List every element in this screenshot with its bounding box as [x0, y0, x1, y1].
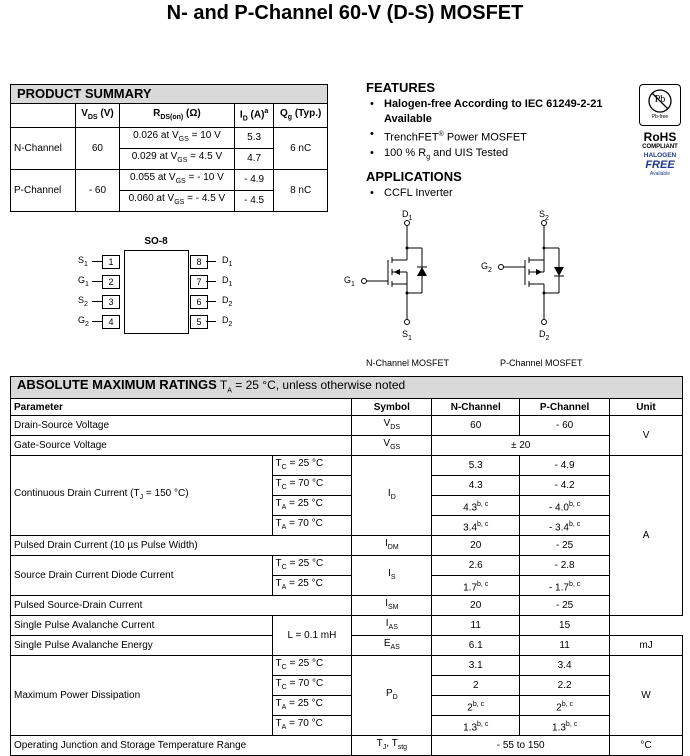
available-text: Available: [649, 171, 671, 177]
p-channel-caption: P-Channel MOSFET: [500, 358, 583, 368]
eas-n: 6.1: [432, 636, 520, 656]
n-id-2: 4.7: [234, 149, 273, 170]
compliant-text: COMPLIANT: [642, 144, 678, 150]
sym-id: $I_D$: [352, 456, 432, 536]
pin-label-1: $S_1$: [78, 255, 88, 268]
n-qg: 6 nC: [274, 128, 328, 170]
rohs-text: RoHS: [643, 130, 677, 144]
cond-is-ta25: $T_A = 25$ °C: [272, 576, 352, 596]
pin-lead-4: [92, 321, 102, 322]
features-heading: FEATURES: [366, 80, 436, 95]
param-id: Continuous Drain Current ($T_J = 150$ °C): [11, 456, 273, 536]
cond-pd-tc70: $T_C = 70$ °C: [272, 676, 352, 696]
n-channel-symbol: [362, 221, 428, 325]
sym-ism: $I_{SM}$: [352, 596, 432, 616]
p-source-label: $S_2$: [539, 209, 549, 222]
pin-label-7: $D_1$: [222, 275, 233, 288]
pin-number-7: 7: [190, 275, 208, 289]
p-vds: - 60: [76, 170, 120, 212]
sym-vgs: $V_{GS}$: [352, 436, 432, 456]
ism-n: 20: [432, 596, 520, 616]
package-body: [124, 250, 189, 334]
pin-lead-1: [92, 261, 102, 262]
vds-n: 60: [432, 416, 520, 436]
id-n-2: 4.3: [432, 476, 520, 496]
sym-pd: $P_D$: [352, 656, 432, 736]
n-channel-label: N-Channel: [11, 128, 76, 170]
param-ias: Single Pulse Avalanche Current: [11, 616, 273, 636]
tj-value: - 55 to 150: [432, 736, 610, 756]
n-drain-label: $D_1$: [402, 209, 413, 222]
pin-number-8: 8: [190, 255, 208, 269]
pin-label-5: $D_2$: [222, 315, 233, 328]
pin-label-3: $S_2$: [78, 295, 88, 308]
is-p-1: - 2.8: [520, 556, 610, 576]
feature-halogen: • Halogen-free According to IEC 61249-2-21 Available: [366, 97, 602, 127]
p-gate-label: $G_2$: [481, 261, 492, 274]
pd-p-4: 1.3$^{b, c}$: [520, 716, 610, 736]
sym-tj: $T_J$, $T_{stg}$: [352, 736, 432, 756]
param-vds: Drain-Source Voltage: [11, 416, 352, 436]
n-gate-label: $G_1$: [344, 275, 355, 288]
pin-number-1: 1: [102, 255, 120, 269]
id-n-1: 5.3: [432, 456, 520, 476]
n-vds: 60: [76, 128, 120, 170]
col-qg: $Q_g$ (Typ.): [274, 104, 328, 128]
p-rds-1: 0.055 at $V_{GS}$ = - 10 V: [119, 170, 234, 191]
is-n-2: 1.7$^{b, c}$: [432, 576, 520, 596]
pin-label-8: $D_1$: [222, 255, 233, 268]
col-id: $I_D$ $(A)^a$: [234, 104, 273, 128]
pd-n-3: 2$^{b, c}$: [432, 696, 520, 716]
eas-p: 11: [520, 636, 610, 656]
is-p-2: - 1.7$^{b, c}$: [520, 576, 610, 596]
halogen-text: HALOGEN: [643, 152, 677, 159]
so8-package-diagram: [70, 234, 240, 334]
param-pd: Maximum Power Dissipation: [11, 656, 273, 736]
h-n-channel: N-Channel: [432, 399, 520, 416]
pd-n-4: 1.3$^{b, c}$: [432, 716, 520, 736]
pin-number-6: 6: [190, 295, 208, 309]
rohs-logo: [636, 84, 684, 177]
pin-label-2: $G_1$: [78, 275, 89, 288]
sym-idm: $I_{DM}$: [352, 536, 432, 556]
h-symbol: Symbol: [352, 399, 432, 416]
unit-mj: mJ: [610, 636, 683, 656]
n-rds-2: 0.029 at $V_{GS} = 4.5$ V: [119, 149, 234, 170]
p-id-2: - 4.5: [234, 191, 273, 212]
feature-trenchfet: • TrenchFET® Power MOSFET: [366, 127, 602, 146]
sym-vds: $V_{DS}$: [352, 416, 432, 436]
param-vgs: Gate-Source Voltage: [11, 436, 352, 456]
id-n-4: 3.4$^{b, c}$: [432, 516, 520, 536]
ias-p: 15: [520, 616, 610, 636]
vgs-value: ± 20: [432, 436, 610, 456]
col-vds: $V_{DS}$ (V): [76, 104, 120, 128]
id-p-1: - 4.9: [520, 456, 610, 476]
page-title: N- and P-Channel 60-V (D-S) MOSFET: [166, 2, 524, 24]
col-rds: $R_{DS(on)}$ (Ω): [119, 104, 234, 128]
mosfet-schematics: [340, 205, 600, 375]
unit-v: V: [610, 416, 683, 456]
package-name: SO-8: [144, 236, 168, 247]
pin-lead-2: [92, 281, 102, 282]
h-parameter: Parameter: [11, 399, 352, 416]
sym-is: $I_S$: [352, 556, 432, 596]
pd-n-1: 3.1: [432, 656, 520, 676]
p-channel-label: P-Channel: [11, 170, 76, 212]
idm-n: 20: [432, 536, 520, 556]
cond-pd-ta25: $T_A = 25$ °C: [272, 696, 352, 716]
id-n-3: 4.3$^{b, c}$: [432, 496, 520, 516]
p-qg: 8 nC: [274, 170, 328, 212]
param-idm: Pulsed Drain Current (10 µs Pulse Width): [11, 536, 352, 556]
p-channel-symbol: [499, 221, 565, 325]
n-rds-1: 0.026 at $V_{GS} = 10$ V: [119, 128, 234, 149]
pin-label-4: $G_2$: [78, 315, 89, 328]
pin-number-4: 4: [102, 315, 120, 329]
pin-label-6: $D_2$: [222, 295, 233, 308]
h-p-channel: P-Channel: [520, 399, 610, 416]
sym-ias: $I_{AS}$: [352, 616, 432, 636]
p-rds-2: 0.060 at $V_{GS}$ = - 4.5 V: [119, 191, 234, 212]
cond-pd-tc25: $T_C = 25$ °C: [272, 656, 352, 676]
vds-p: - 60: [520, 416, 610, 436]
cond-ta70: $T_A = 70$ °C: [272, 516, 352, 536]
p-id-1: - 4.9: [234, 170, 273, 191]
cond-is-tc25: $T_C = 25$ °C: [272, 556, 352, 576]
feature-uis: • 100 % $R_g$ and UIS Tested: [366, 146, 602, 165]
cond-tc70: $T_C = 70$ °C: [272, 476, 352, 496]
unit-c: °C: [610, 736, 683, 756]
cond-l: L = 0.1 mH: [272, 616, 352, 656]
n-id-1: 5.3: [234, 128, 273, 149]
pd-p-3: 2$^{b, c}$: [520, 696, 610, 716]
ism-p: - 25: [520, 596, 610, 616]
ias-n: 11: [432, 616, 520, 636]
is-n-1: 2.6: [432, 556, 520, 576]
pin-number-3: 3: [102, 295, 120, 309]
id-p-3: - 4.0$^{b, c}$: [520, 496, 610, 516]
param-tj: Operating Junction and Storage Temperature Range: [11, 736, 352, 756]
pd-p-1: 3.4: [520, 656, 610, 676]
absolute-maximum-ratings-table: [10, 376, 683, 756]
abs-max-heading: ABSOLUTE MAXIMUM RATINGS $T_A = 25$ °C, unless otherwise noted: [11, 377, 683, 399]
cond-ta25: $T_A = 25$ °C: [272, 496, 352, 516]
param-eas: Single Pulse Avalanche Energy: [11, 636, 273, 656]
n-source-label: $S_1$: [402, 329, 412, 342]
p-drain-label: $D_2$: [539, 329, 550, 342]
unit-w: W: [610, 656, 683, 736]
cond-pd-ta70: $T_A = 70$ °C: [272, 716, 352, 736]
param-is: Source Drain Current Diode Current: [11, 556, 273, 596]
sym-eas: $E_{AS}$: [352, 636, 432, 656]
free-text: FREE: [645, 159, 675, 171]
application-ccfl: • CCFL Inverter: [366, 186, 602, 201]
param-ism: Pulsed Source-Drain Current: [11, 596, 352, 616]
product-summary-heading: PRODUCT SUMMARY: [11, 85, 328, 104]
pin-lead-3: [92, 301, 102, 302]
product-summary-table: [10, 84, 328, 212]
features-section: [366, 80, 602, 205]
n-channel-caption: N-Channel MOSFET: [366, 358, 450, 368]
h-unit: Unit: [610, 399, 683, 416]
unit-a: A: [610, 456, 683, 616]
pin-number-5: 5: [190, 315, 208, 329]
applications-heading: APPLICATIONS: [366, 168, 462, 184]
pin-number-2: 2: [102, 275, 120, 289]
pd-n-2: 2: [432, 676, 520, 696]
idm-p: - 25: [520, 536, 610, 556]
id-p-4: - 3.4$^{b, c}$: [520, 516, 610, 536]
cond-tc25: $T_C = 25$ °C: [272, 456, 352, 476]
pd-p-2: 2.2: [520, 676, 610, 696]
pb-free-icon: Pb Pb-free: [639, 84, 681, 126]
id-p-2: - 4.2: [520, 476, 610, 496]
